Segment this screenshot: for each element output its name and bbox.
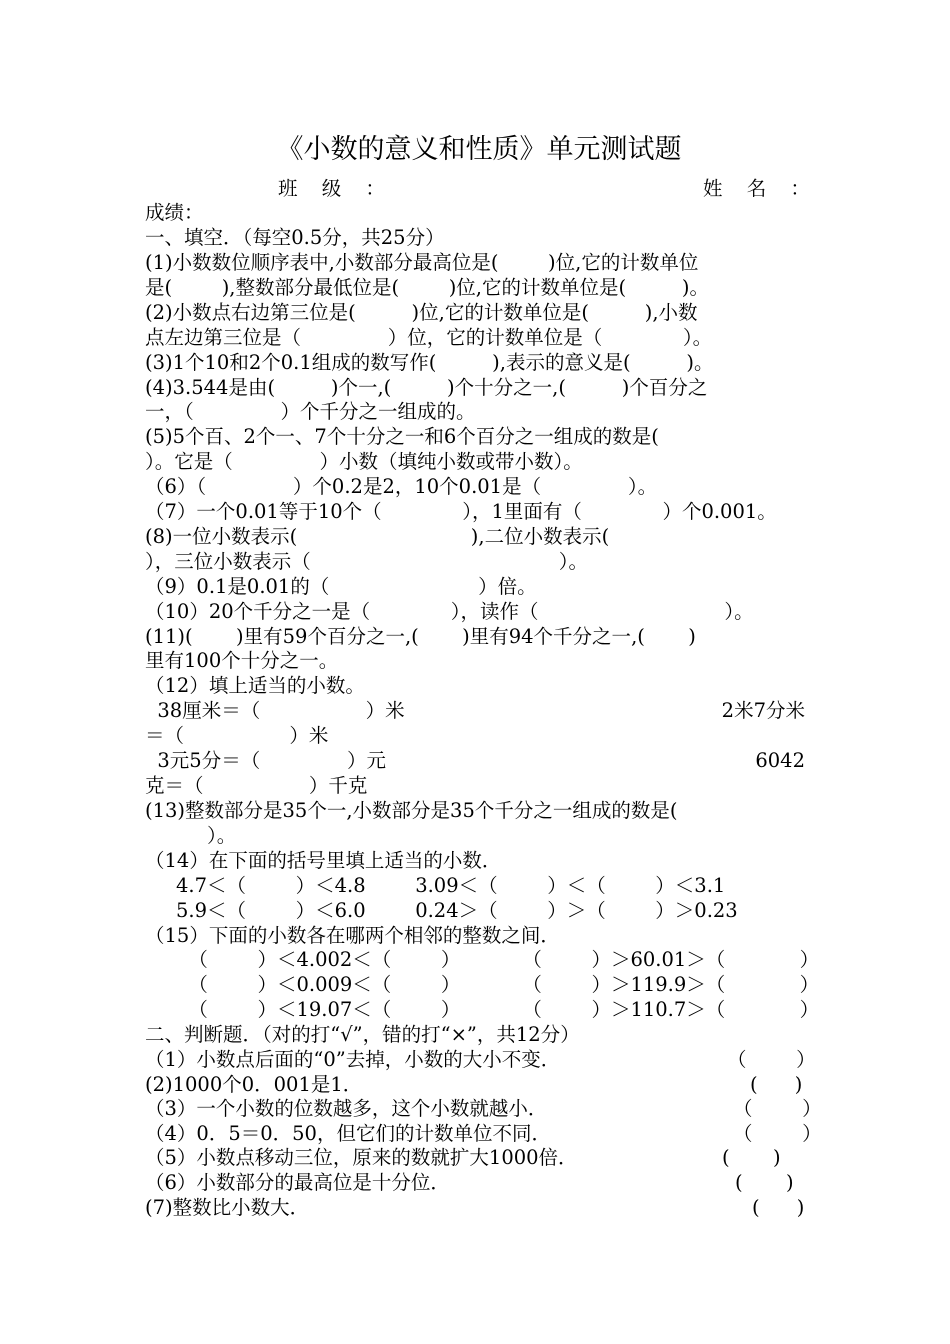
answer-bracket[interactable]: ( ): [722, 1146, 781, 1170]
true-false-item: （1）小数点后面的“0”去掉，小数的大小不变．: [145, 1048, 561, 1071]
question-line: （12）填上适当的小数。: [145, 674, 365, 698]
question-line: (3)1个10和2个0.1组成的数写作( ),表示的意义是( )。: [145, 350, 714, 374]
conversion-line: 克＝（ ）千克: [145, 773, 368, 797]
true-false-item: （6）小数部分的最高位是十分位．: [145, 1171, 450, 1194]
section-2-heading: 二、判断题．（对的打“√”，错的打“×”，共12分）: [145, 1023, 580, 1046]
question-line: (11)( )里有59个百分之一,( )里有94个千分之一,( ): [145, 624, 696, 648]
page-title: 《小数的意义和性质》单元测试题: [276, 134, 682, 165]
integer-range-row: （ ）＜4.002＜（ ） （ ）＞60.01＞（ ）: [145, 948, 820, 971]
conversion-line: 3元5分＝（ ）元: [145, 748, 386, 772]
score-label: 成绩：: [145, 201, 204, 224]
question-line: 一，（ ）个千分之一组成的。: [145, 400, 476, 424]
inequality-row: 5.9＜（ ）＜6.0 0.24＞（ ）＞（ ）＞0.23: [145, 898, 738, 922]
question-line: （10）20个千分之一是（ ），读作（ ）。: [145, 599, 754, 623]
answer-bracket[interactable]: ( ): [750, 1072, 803, 1096]
conversion-line-right: 2米7分米: [721, 699, 805, 722]
answer-bracket[interactable]: ( ): [752, 1195, 805, 1219]
answer-bracket[interactable]: （ ）: [733, 1097, 822, 1121]
question-line: 是( ),整数部分最低位是( )位,它的计数单位是( )。: [145, 275, 710, 299]
question-line: (13)整数部分是35个一,小数部分是35个千分之一组成的数是(: [145, 799, 678, 822]
question-line: ），三位小数表示（ ）。: [145, 549, 588, 573]
question-line: 点左边第三位是（ ）位，它的计数单位是（ ）。: [145, 325, 713, 349]
question-15-heading: （15）下面的小数各在哪两个相邻的整数之间．: [145, 924, 560, 947]
conversion-line-right: 6042: [755, 748, 805, 772]
question-line: （9）0.1是0.01的（ ）倍。: [145, 574, 537, 598]
question-line: (5)5个百、2个一、7个十分之一和6个百分之一组成的数是(: [145, 425, 659, 449]
question-line: (1)小数数位顺序表中,小数部分最高位是( )位,它的计数单位: [145, 251, 699, 274]
question-14-heading: （14）在下面的括号里填上适当的小数．: [145, 849, 502, 872]
answer-bracket[interactable]: ( ): [735, 1171, 794, 1194]
inequality-row: 4.7＜（ ）＜4.8 3.09＜（ ）＜（ ）＜3.1: [145, 874, 726, 897]
answer-bracket[interactable]: （ ）: [727, 1048, 816, 1071]
conversion-line: 38厘米＝（ ）米: [145, 699, 405, 722]
question-line: 里有100个十分之一。: [145, 649, 339, 673]
true-false-item: （3）一个小数的位数越多，这个小数就越小．: [145, 1097, 548, 1121]
true-false-item: （5）小数点移动三位，原来的数就扩大1000倍．: [145, 1146, 578, 1170]
name-label: 姓 名 ：: [703, 177, 819, 200]
question-line: (4)3.544是由( )个一,( )个十分之一,( )个百分之: [145, 375, 708, 399]
class-label: 班 级 ：: [278, 177, 394, 200]
question-line: （7）一个0.01等于10个（ ），1里面有（ ）个0.001。: [145, 500, 777, 523]
true-false-item: (7)整数比小数大．: [145, 1195, 310, 1219]
answer-bracket[interactable]: （ ）: [733, 1121, 822, 1145]
question-line: （6）（ ）个0.2是2，10个0.01是（ ）。: [145, 475, 658, 499]
question-line: (8)一位小数表示( ),二位小数表示(: [145, 524, 610, 548]
question-line: (2)小数点右边第三位是( )位,它的计数单位是( ),小数: [145, 300, 698, 324]
question-line: ）。: [145, 823, 237, 847]
integer-range-row: （ ）＜19.07＜（ ） （ ）＞110.7＞（ ）: [145, 997, 820, 1021]
true-false-item: (2)1000个0．001是1．: [145, 1072, 363, 1096]
integer-range-row: （ ）＜0.009＜（ ） （ ）＞119.9＞（ ）: [145, 972, 820, 996]
true-false-item: （4）0．5＝0．50，但它们的计数单位不同．: [145, 1121, 551, 1145]
section-1-heading: 一、填空．（每空0.5分，共25分）: [145, 226, 445, 249]
question-line: ）。它是（ ）小数（填纯小数或带小数）。: [145, 450, 583, 474]
conversion-line: ＝（ ）米: [145, 723, 329, 747]
